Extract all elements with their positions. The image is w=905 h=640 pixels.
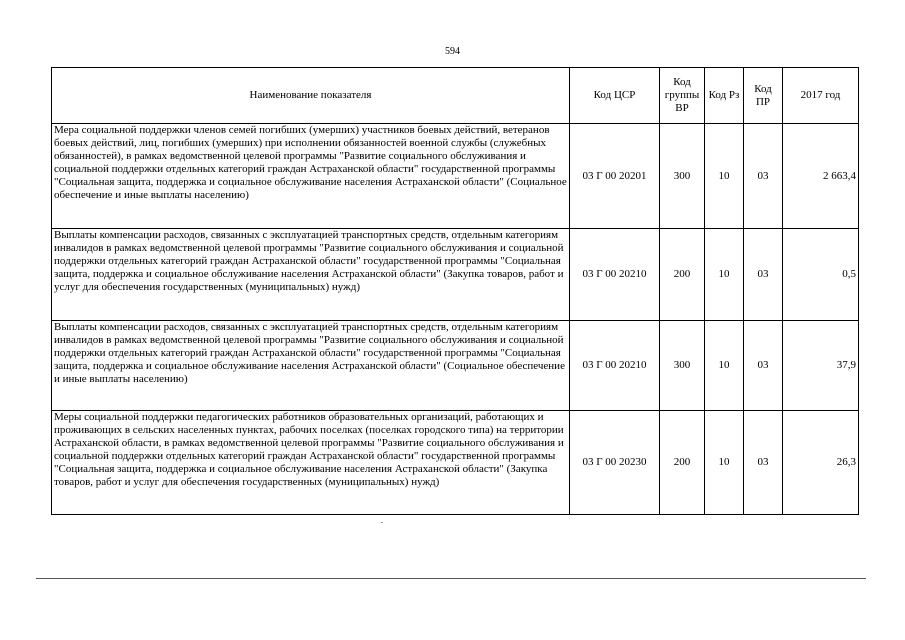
table-row (52, 321, 859, 411)
column-header-vr: Код группы ВР (660, 68, 705, 124)
csr-code: 03 Г 00 20201 (570, 124, 660, 229)
rz-code: 10 (705, 124, 744, 229)
vr-code: 200 (660, 411, 705, 515)
rz-code: 10 (705, 229, 744, 321)
amount-2017: 26,3 (783, 411, 859, 515)
column-header-year: 2017 год (783, 68, 859, 124)
vr-code: 300 (660, 124, 705, 229)
pr-code: 03 (744, 411, 783, 515)
table-row (52, 229, 859, 321)
column-header-name: Наименование показателя (52, 68, 570, 124)
column-header-csr: Код ЦСР (570, 68, 660, 124)
column-header-pr: Код ПР (744, 68, 783, 124)
csr-code: 03 Г 00 20230 (570, 411, 660, 515)
indicator-name: Выплаты компенсации расходов, связанных с эксплуатацией транспортных средств, отдельным категориям инвалидов в рамках ведомственной целевой программы "Развитие социального обслуживания и социальной поддержки отдельных категорий граждан Астраханской области" государственной программы "Социальная защита, поддержка и социальное обслуживание населения Астраханской области" (Социальное обеспечение и иные выплаты населению) (52, 321, 570, 411)
amount-2017: 0,5 (783, 229, 859, 321)
indicator-name: Мера социальной поддержки членов семей погибших (умерших) участников боевых действий, ветеранов боевых действий, лиц, погибших (умерших) при исполнении обязанностей военной службы (служебных обязанностей), в рамках ведомственной целевой программы "Развитие социального обслуживания и социальной поддержки отдельных категорий граждан Астраханской области" государственной программы "Социальная защита, поддержка и социальное обслуживание населения Астраханской области" (Социальное обеспечение и иные выплаты населению) (52, 124, 570, 229)
pr-code: 03 (744, 124, 783, 229)
table-row (52, 124, 859, 229)
amount-2017: 2 663,4 (783, 124, 859, 229)
indicator-name: Выплаты компенсации расходов, связанных с эксплуатацией транспортных средств, отдельным категориям инвалидов в рамках ведомственной целевой программы "Развитие социального обслуживания и социальной поддержки отдельных категорий граждан Астраханской области" государственной программы "Социальная защита, поддержка и социальное обслуживание населения Астраханской области" (Закупка товаров, работ и услуг для обеспечения государственных (муниципальных) нужд) (52, 229, 570, 321)
csr-code: 03 Г 00 20210 (570, 321, 660, 411)
vr-code: 300 (660, 321, 705, 411)
csr-code: 03 Г 00 20210 (570, 229, 660, 321)
indicator-name: Меры социальной поддержки педагогических работников образовательных организаций, работающих и проживающих в сельских населенных пунктах, рабочих поселках (поселках городского типа) на территории Астраханской области, в рамках ведомственной целевой программы "Развитие социального обслуживания и социальной поддержки отдельных категорий граждан Астраханской области" государственной программы "Социальная защита, поддержка и социальное обслуживание населения Астраханской области" (Закупка товаров, работ и услуг для обеспечения государственных (муниципальных) нужд) (52, 411, 570, 515)
amount-2017: 37,9 (783, 321, 859, 411)
rz-code: 10 (705, 321, 744, 411)
table-row (52, 411, 859, 515)
page-bottom-line (36, 578, 866, 579)
pr-code: 03 (744, 229, 783, 321)
pr-code: 03 (744, 321, 783, 411)
table-header-row (52, 68, 859, 124)
column-header-rz: Код Рз (705, 68, 744, 124)
scan-mark (381, 522, 383, 523)
vr-code: 200 (660, 229, 705, 321)
budget-table (51, 67, 859, 515)
page-number: 594 (445, 46, 460, 57)
rz-code: 10 (705, 411, 744, 515)
